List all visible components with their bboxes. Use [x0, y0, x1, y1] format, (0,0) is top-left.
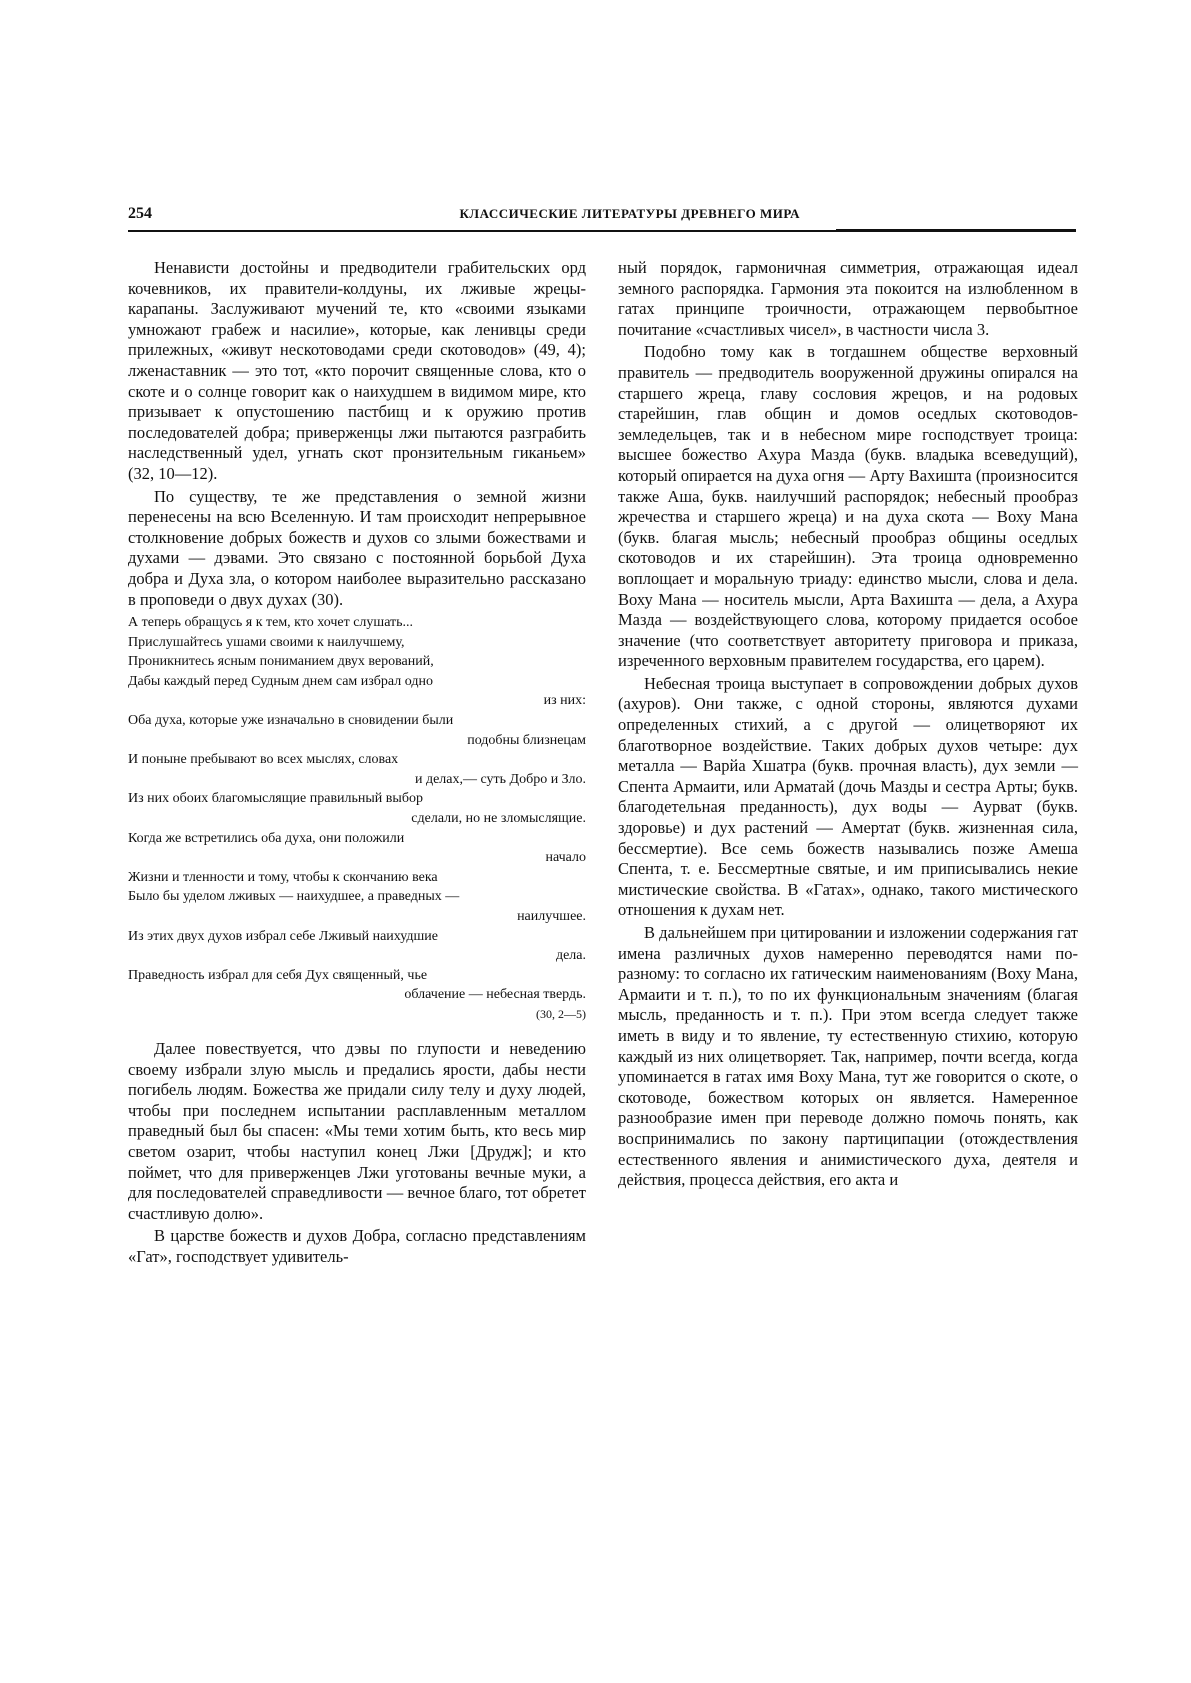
right-column [618, 258, 1078, 1193]
verse-line: сделали, но не зломыслящие. [411, 811, 586, 827]
verse-line: подобны близнецам [467, 732, 586, 748]
verse-line: облачение — небесная твердь. [404, 987, 586, 1003]
verse-line: И поныне пребывают во всех мыслях, словах [128, 752, 399, 768]
verse-line: дела. [555, 948, 586, 964]
verse-line: Когда же встретились оба духа, они положили [128, 830, 405, 846]
verse-line: Проникнитесь ясным пониманием двух верований, [128, 654, 434, 670]
verse-line: А теперь обращусь я к тем, кто хочет слушать... [128, 615, 414, 631]
paragraph: Ненависти достойны и предводители грабительских орд кочевников, их правители-колдуны, их лживые жрецы-карапаны. Заслуживают мучений те, кто «своими языками умножают грабеж и насилие», которые, как ленивцы среди прилежных, «живут нескотоводами среди скотоводов» (49, 4); лженаставник — это тот, «кто порочит священные слова, кто о скоте и о солнце говорит как о наихудшем в видимом мире, кто призывает к опустошению пастбищ и к оружию против последователей добра; приверженцы лжи пытаются разграбить наследственный удел, угнать скот пронзительным гиканьем» (32, 10—12). [128, 258, 586, 483]
verse-line: Оба духа, которые уже изначально в сновидении были [128, 713, 454, 729]
verse-line: и делах,— суть Добро и Зло. [414, 771, 586, 787]
verse-line: из них: [543, 693, 586, 709]
verse-citation: (30, 2—5) [536, 1006, 586, 1021]
page-header [128, 205, 1078, 229]
left-column [128, 258, 586, 1270]
paragraph: По существу, те же представления о земной жизни перенесены на всю Вселенную. И там происходит непрерывное столкновение добрых божеств и духов со злыми божествами и духами — дэвами. Это связано с постоянной борьбой Духа добра и Духа зла, о котором наиболее выразительно рассказано в проповеди о двух духах (30). [128, 486, 586, 609]
verse-line: наилучшее. [517, 909, 586, 924]
verse-line: Из них обоих благомыслящие правильный выбор [128, 791, 423, 807]
verse-line: Дабы каждый перед Судным днем сам избрал одно [128, 673, 433, 689]
paragraph: В царстве божеств и духов Добра, согласно представлениям «Гат», господствует удивитель- [128, 1226, 586, 1266]
verse-line: Праведность избрал для себя Дух священный, чье [128, 967, 428, 983]
verse-line: начало [545, 850, 586, 866]
paragraph: Далее повествуется, что дэвы по глупости и неведению своему избрали злую мысль и предались ярости, дабы нести погибель людям. Божества же придали силу телу и духу людей, чтобы при последнем испытании расплавленным металлом праведный был бы спасен: «Мы теми хотим быть, кто весь мир светом озарит, чтобы наступил конец Лжи [Друдж]; и кто поймет, что для приверженцев Лжи уготованы вечные муки, а для последователей справедливости — вечное благо, тот обретет счастливую долю». [128, 1038, 586, 1223]
paragraph: ный порядок, гармоничная симметрия, отражающая идеал земного распорядка. Гармония эта покоится на излюбленном в гатах принципе троичности, отражающем первобытное почитание «счастливых чисел», в частности числа 3. [618, 258, 1078, 339]
paragraph: В дальнейшем при цитировании и изложении содержания гат имена различных духов намеренно переводятся нами по-разному: то согласно их гатическим наименованиям (Воху Мана, Армаити и т. п.), то по их функциональным значениям (благая мысль, преданность и т. п.). При этом всегда следует также иметь в виду и то явление, ту естественную стихию, которую каждый из них олицетворяет. Так, например, почти всегда, когда упоминается в гатах имя Воху Мана, тут же говорится о скоте, о скотоводе, божеством которых он является. Намеренное разнообразие имен при переводе должно помочь понять, как воспринимались по закону партиципации (отождествления естественного явления и анимистического духа, деятеля и действия, процесса действия, его акта и [618, 923, 1078, 1190]
page-number: 254 [128, 205, 152, 222]
verse-line: Из этих двух духов избрал себе Лживый наихудшие [128, 928, 438, 944]
running-title: КЛАССИЧЕСКИЕ ЛИТЕРАТУРЫ ДРЕВНЕГО МИРА [459, 206, 800, 221]
verse-quote [128, 613, 586, 1023]
verse-line: Прислушайтесь ушами своими к наилучшему, [128, 634, 405, 650]
header-rule [128, 230, 1076, 232]
paragraph: Небесная троица выступает в сопровождении добрых духов (ахуров). Они также, с одной стороны, являются духами определенных стихий, а с другой — олицетворяют их благотворное воздействие. Таких добрых духов четыре: дух металла — Варйа Хшатра (букв. прочная власть), дух земли — Спента Армаити, или Арматай (дочь Мазды и сестра Арты; букв. благодетельная преданность), дух воды — Аурват (букв. здоровье) и дух растений — Амертат (букв. жизненная сила, бессмертие). Все семь божеств назывались позже Амеша Спента, т. е. Бессмертные святые, и им приписывались некие мистические свойства. В «Гатах», однако, такого мистического отношения к духам нет. [618, 673, 1078, 920]
paragraph: Подобно тому как в тогдашнем обществе верховный правитель — предводитель вооруженной дружины опирался на старшего жреца, главу сословия жрецов, и на родовых старейшин, глав общин и домов оседлых скотоводов-земледельцев, так и в небесном мире господствует троица: высшее божество Ахура Мазда (букв. владыка всеведущий), который опирается на духа огня — Арту Вахишта (произносится также Аша, букв. наилучший распорядок; небесный прообраз жречества и старшего жреца) и на духа скота — Воху Мана (букв. благая мысль; небесный прообраз общины оседлых скотоводов и их старейшин). Эта троица одновременно воплощает и моральную триаду: единство мысли, слова и дела. Воху Мана — носитель мысли, Арта Вахишта — дела, а Ахура Мазда — воздействующего слова, которому придается особое значение (что соответствует авторитету приговора и приказа, изреченного верховным правителем государства, его царем). [618, 342, 1078, 671]
verse-line: Жизни и тленности и тому, чтобы к скончанию века [128, 869, 438, 885]
verse-line: Было бы уделом лживых — наихудшее, а праведных — [128, 889, 460, 905]
